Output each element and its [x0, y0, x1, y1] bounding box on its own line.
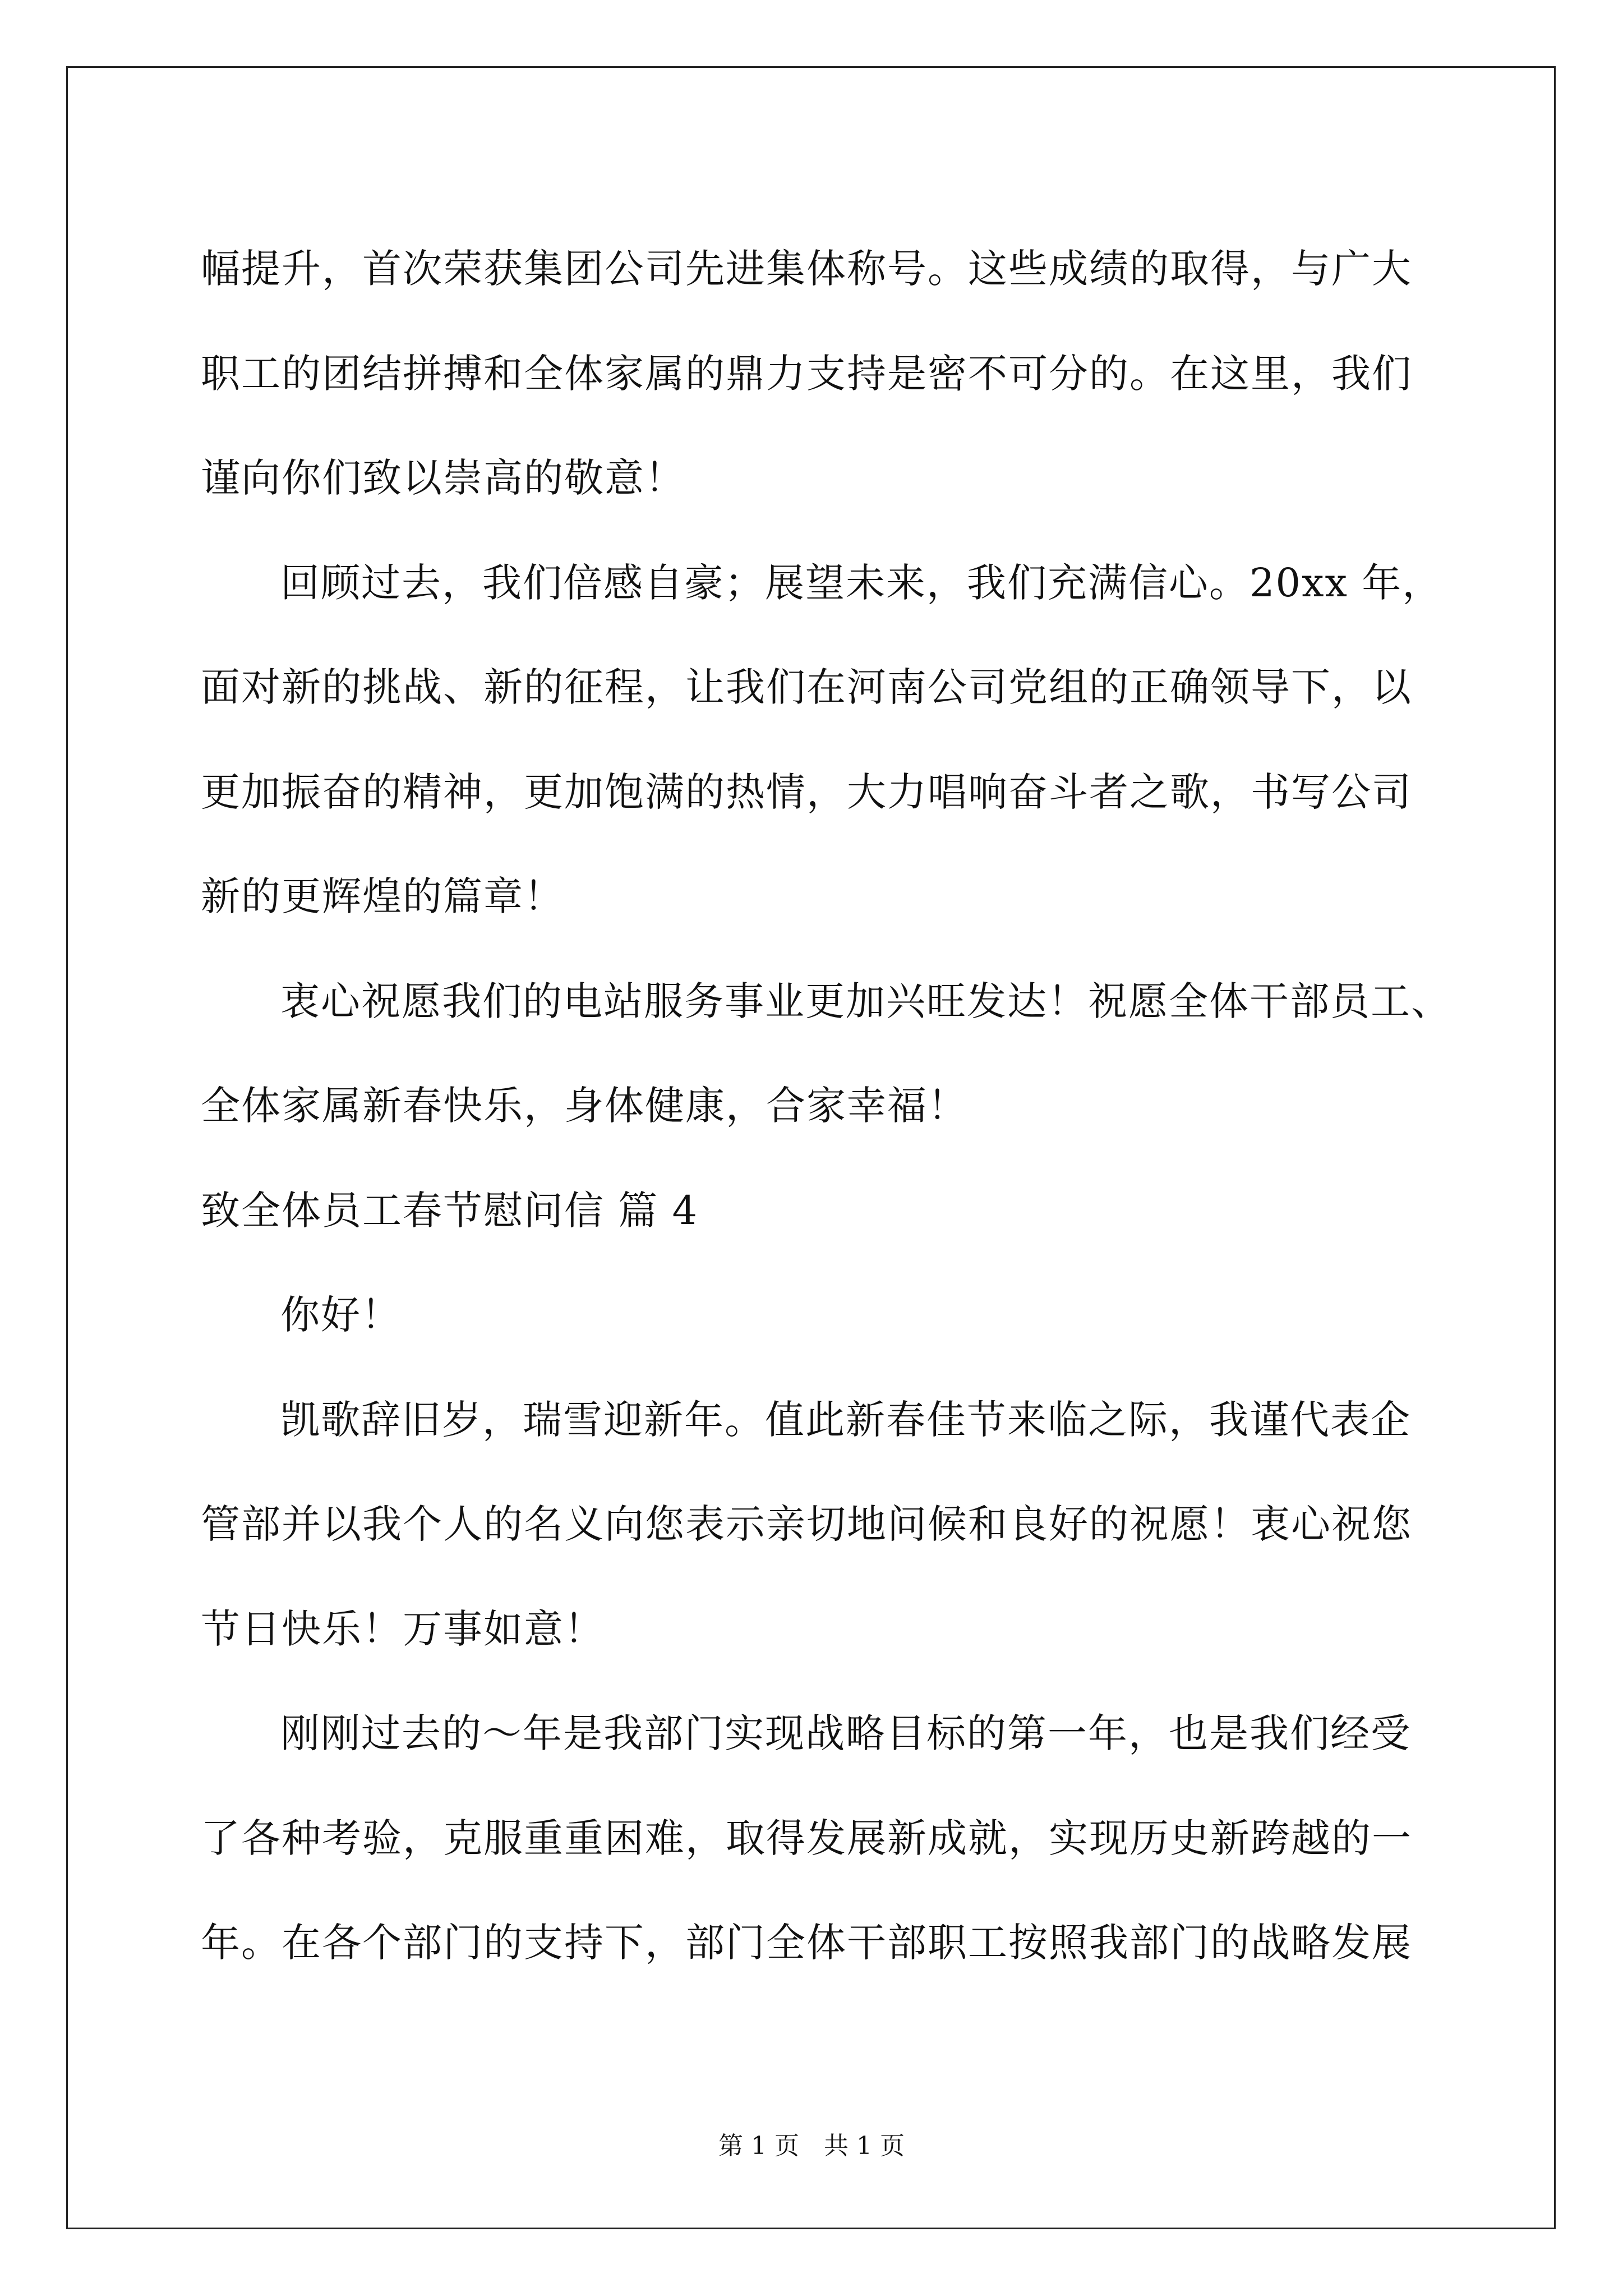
- paragraph-line: 衷心祝愿我们的电站服务事业更加兴旺发达！祝愿全体干部员工、: [280, 978, 1451, 1024]
- document-body: [201, 217, 1451, 1995]
- paragraph-line: 节日快乐！万事如意！: [201, 1605, 605, 1652]
- paragraph-line: 刚刚过去的～年是我部门实现战略目标的第一年，也是我们经受: [280, 1710, 1411, 1756]
- section-heading: 致全体员工春节慰问信 篇 4: [201, 1187, 699, 1234]
- paragraph-line: 了各种考验，克服重重困难，取得发展新成就，实现历史新跨越的一: [201, 1815, 1412, 1861]
- page-number-total: 共 1 页: [824, 2132, 905, 2160]
- paragraph-line: 管部并以我个人的名义向您表示亲切地问候和良好的祝愿！衷心祝您: [201, 1501, 1412, 1547]
- paragraph-line: 新的更辉煌的篇章！: [201, 873, 564, 919]
- paragraph-line: 全体家属新春快乐，身体健康，合家幸福！: [201, 1083, 968, 1129]
- paragraph-line: 凯歌辞旧岁，瑞雪迎新年。值此新春佳节来临之际，我谨代表企: [280, 1396, 1411, 1443]
- salutation: 你好！: [280, 1292, 402, 1338]
- paragraph-line: 谨向你们致以崇高的敬意！: [201, 455, 685, 501]
- paragraph-line: 回顾过去，我们倍感自豪；展望未来，我们充满信心。20xx 年，: [280, 559, 1443, 606]
- paragraph-line: 面对新的挑战、新的征程，让我们在河南公司党组的正确领导下，以: [201, 664, 1412, 710]
- paragraph-line: 职工的团结拼搏和全体家属的鼎力支持是密不可分的。在这里，我们: [201, 350, 1412, 397]
- paragraph-line: 年。在各个部门的支持下，部门全体干部职工按照我部门的战略发展: [201, 1920, 1412, 1966]
- paragraph-line: 幅提升，首次荣获集团公司先进集体称号。这些成绩的取得，与广大: [201, 246, 1412, 292]
- page-number-current: 第 1 页: [718, 2132, 799, 2160]
- page-footer: [0, 2129, 1623, 2163]
- paragraph-line: 更加振奋的精神，更加饱满的热情，大力唱响奋斗者之歌，书写公司: [201, 769, 1412, 815]
